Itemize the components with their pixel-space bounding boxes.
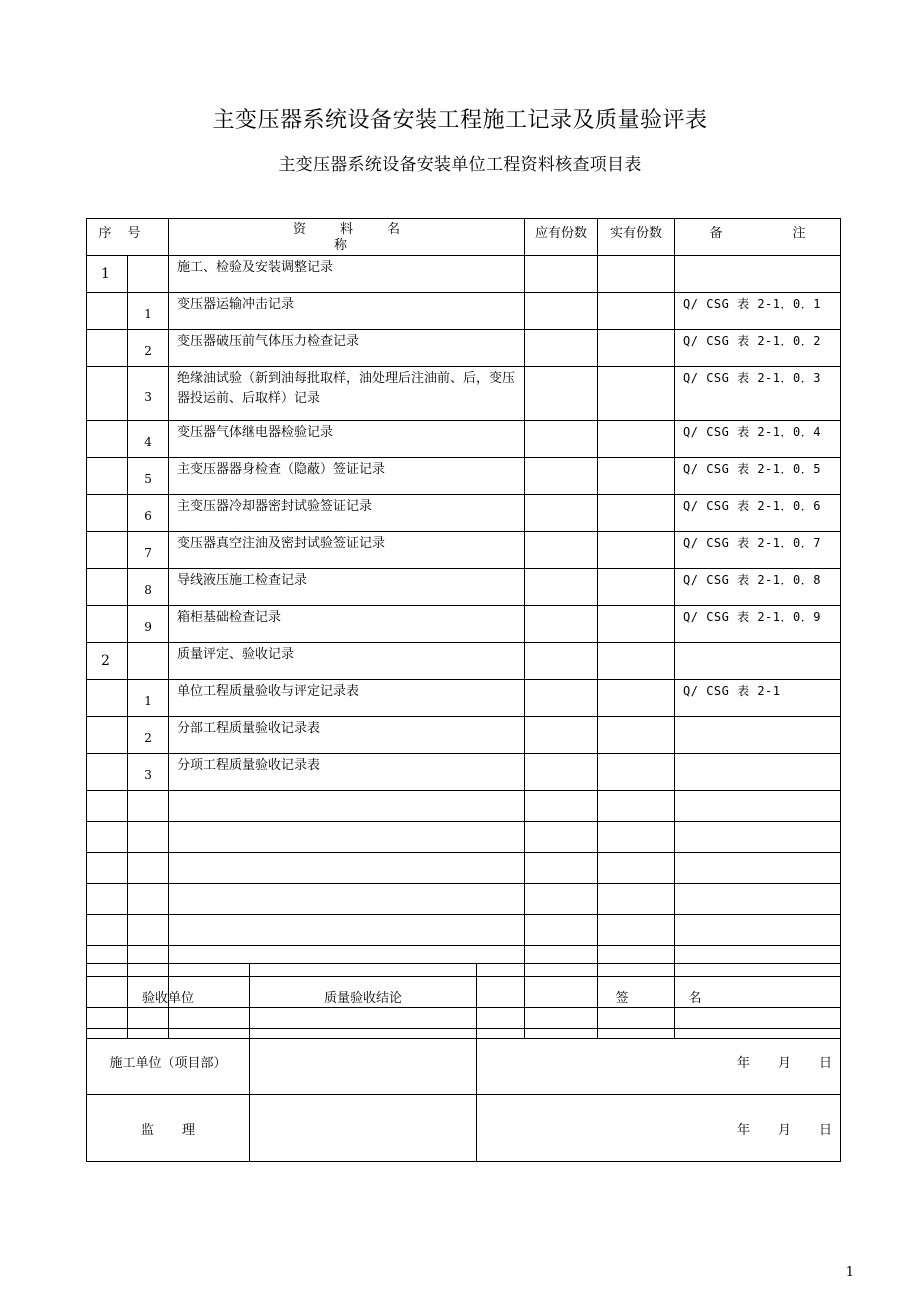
blank-cell[interactable] bbox=[128, 791, 169, 822]
row-remark bbox=[675, 754, 841, 791]
date-day: 日 bbox=[818, 1056, 832, 1071]
row-item-number: 3 bbox=[128, 754, 169, 791]
row-item-number: 7 bbox=[128, 532, 169, 569]
row-remark bbox=[675, 256, 841, 293]
row-actual-copies[interactable] bbox=[598, 293, 675, 330]
row-document-name: 变压器真空注油及密封试验签证记录 bbox=[169, 532, 525, 569]
blank-cell[interactable] bbox=[128, 915, 169, 946]
blank-cell[interactable] bbox=[525, 853, 598, 884]
blank-cell[interactable] bbox=[87, 791, 128, 822]
signoff-construction-conclusion[interactable] bbox=[250, 1029, 477, 1095]
row-remark: Q/ CSG 表 2-1．0．1 bbox=[675, 293, 841, 330]
blank-cell[interactable] bbox=[169, 822, 525, 853]
signoff-col-unit: 验收单位 bbox=[87, 964, 250, 1029]
row-actual-copies[interactable] bbox=[598, 256, 675, 293]
row-required-copies[interactable] bbox=[525, 495, 598, 532]
date-month: 月 bbox=[777, 1122, 791, 1138]
row-actual-copies[interactable] bbox=[598, 606, 675, 643]
row-actual-copies[interactable] bbox=[598, 330, 675, 367]
row-required-copies[interactable] bbox=[525, 458, 598, 495]
blank-cell[interactable] bbox=[169, 915, 525, 946]
header-actual-copies: 实有份数 bbox=[598, 219, 675, 256]
row-remark bbox=[675, 643, 841, 680]
date-year: 年 bbox=[736, 1056, 750, 1071]
row-item-number: 9 bbox=[128, 606, 169, 643]
table-row bbox=[87, 680, 841, 717]
header-remark bbox=[675, 219, 841, 256]
signoff-supervision-label bbox=[87, 1095, 250, 1162]
row-required-copies[interactable] bbox=[525, 717, 598, 754]
row-document-name: 主变压器冷却器密封试验签证记录 bbox=[169, 495, 525, 532]
row-remark: Q/ CSG 表 2-1．0．6 bbox=[675, 495, 841, 532]
row-section-number bbox=[87, 717, 128, 754]
table-row bbox=[87, 569, 841, 606]
signoff-construction-label: 施工单位（项目部） bbox=[87, 1029, 250, 1095]
row-item-number: 8 bbox=[128, 569, 169, 606]
signoff-col-sign bbox=[477, 964, 841, 1029]
date-month: 月 bbox=[777, 1056, 791, 1071]
blank-cell[interactable] bbox=[598, 853, 675, 884]
row-document-name: 变压器破压前气体压力检查记录 bbox=[169, 330, 525, 367]
signoff-col-conclusion: 质量验收结论 bbox=[250, 964, 477, 1029]
table-row bbox=[87, 754, 841, 791]
blank-cell[interactable] bbox=[128, 853, 169, 884]
row-section-number bbox=[87, 458, 128, 495]
signoff-row-supervision bbox=[87, 1095, 841, 1162]
row-section-number bbox=[87, 532, 128, 569]
table-row bbox=[87, 330, 841, 367]
header-remark-right: 注 bbox=[792, 226, 806, 241]
row-document-name: 主变压器器身检查（隐蔽）签证记录 bbox=[169, 458, 525, 495]
blank-cell[interactable] bbox=[675, 884, 841, 915]
blank-cell[interactable] bbox=[169, 853, 525, 884]
header-remark-left: 备 bbox=[709, 226, 723, 241]
blank-cell[interactable] bbox=[128, 822, 169, 853]
row-section-number: 2 bbox=[87, 643, 128, 680]
row-actual-copies[interactable] bbox=[598, 680, 675, 717]
blank-cell[interactable] bbox=[87, 822, 128, 853]
row-section-number bbox=[87, 680, 128, 717]
header-seq: 序号 bbox=[87, 219, 169, 256]
row-section-number bbox=[87, 606, 128, 643]
row-remark: Q/ CSG 表 2-1．0．3 bbox=[675, 367, 841, 421]
blank-cell[interactable] bbox=[598, 822, 675, 853]
blank-cell[interactable] bbox=[87, 884, 128, 915]
signoff-supervision-date[interactable] bbox=[477, 1095, 841, 1162]
row-actual-copies[interactable] bbox=[598, 754, 675, 791]
row-required-copies[interactable] bbox=[525, 256, 598, 293]
row-item-number: 2 bbox=[128, 717, 169, 754]
row-actual-copies[interactable] bbox=[598, 421, 675, 458]
signoff-sign-b: 名 bbox=[688, 990, 702, 1006]
blank-cell[interactable] bbox=[525, 884, 598, 915]
row-section-number bbox=[87, 330, 128, 367]
row-required-copies[interactable] bbox=[525, 293, 598, 330]
table-row bbox=[87, 717, 841, 754]
blank-cell[interactable] bbox=[525, 791, 598, 822]
row-item-number bbox=[128, 643, 169, 680]
page-number: 1 bbox=[845, 1265, 854, 1280]
table-header-row bbox=[87, 219, 841, 256]
signoff-supervision-conclusion[interactable] bbox=[250, 1095, 477, 1162]
row-required-copies[interactable] bbox=[525, 569, 598, 606]
row-document-name: 箱柜基础检查记录 bbox=[169, 606, 525, 643]
row-item-number: 2 bbox=[128, 330, 169, 367]
row-section-number: 1 bbox=[87, 256, 128, 293]
row-section-number bbox=[87, 754, 128, 791]
table-row bbox=[87, 643, 841, 680]
row-actual-copies[interactable] bbox=[598, 367, 675, 421]
supervision-b: 理 bbox=[182, 1122, 196, 1138]
header-name-top: 资料名 bbox=[293, 222, 435, 237]
row-section-number bbox=[87, 293, 128, 330]
row-section-number bbox=[87, 421, 128, 458]
row-document-name: 变压器气体继电器检验记录 bbox=[169, 421, 525, 458]
row-required-copies[interactable] bbox=[525, 680, 598, 717]
document-subtitle: 主变压器系统设备安装单位工程资料核查项目表 bbox=[278, 155, 642, 175]
header-required-copies: 应有份数 bbox=[525, 219, 598, 256]
row-item-number bbox=[128, 256, 169, 293]
blank-row bbox=[87, 822, 841, 853]
blank-cell[interactable] bbox=[169, 791, 525, 822]
row-required-copies[interactable] bbox=[525, 606, 598, 643]
row-required-copies[interactable] bbox=[525, 330, 598, 367]
row-remark: Q/ CSG 表 2-1．0．4 bbox=[675, 421, 841, 458]
signoff-construction-date[interactable] bbox=[477, 1029, 841, 1095]
table-row bbox=[87, 532, 841, 569]
blank-row bbox=[87, 915, 841, 946]
row-document-name: 分项工程质量验收记录表 bbox=[169, 754, 525, 791]
table-row bbox=[87, 495, 841, 532]
row-actual-copies[interactable] bbox=[598, 717, 675, 754]
signoff-sign-a: 签 bbox=[615, 990, 629, 1006]
table-row bbox=[87, 256, 841, 293]
records-table bbox=[86, 218, 841, 1039]
row-section-number bbox=[87, 495, 128, 532]
blank-cell[interactable] bbox=[87, 853, 128, 884]
supervision-a: 监 bbox=[140, 1122, 154, 1138]
table-row bbox=[87, 367, 841, 421]
blank-cell[interactable] bbox=[525, 915, 598, 946]
row-actual-copies[interactable] bbox=[598, 569, 675, 606]
document-title: 主变压器系统设备安装工程施工记录及质量验评表 bbox=[212, 108, 708, 133]
row-item-number: 5 bbox=[128, 458, 169, 495]
blank-cell[interactable] bbox=[87, 915, 128, 946]
row-remark: Q/ CSG 表 2-1．0．2 bbox=[675, 330, 841, 367]
row-actual-copies[interactable] bbox=[598, 532, 675, 569]
table-row bbox=[87, 293, 841, 330]
blank-cell[interactable] bbox=[525, 822, 598, 853]
row-document-name: 施工、检验及安装调整记录 bbox=[169, 256, 525, 293]
row-document-name: 分部工程质量验收记录表 bbox=[169, 717, 525, 754]
blank-cell[interactable] bbox=[598, 884, 675, 915]
row-remark: Q/ CSG 表 2-1．0．9 bbox=[675, 606, 841, 643]
header-name bbox=[169, 219, 525, 256]
blank-row bbox=[87, 853, 841, 884]
signoff-row-construction bbox=[87, 1029, 841, 1095]
blank-row bbox=[87, 791, 841, 822]
row-item-number: 6 bbox=[128, 495, 169, 532]
blank-cell[interactable] bbox=[675, 853, 841, 884]
table-row bbox=[87, 606, 841, 643]
row-remark: Q/ CSG 表 2-1．0．8 bbox=[675, 569, 841, 606]
blank-cell[interactable] bbox=[675, 791, 841, 822]
row-remark: Q/ CSG 表 2-1．0．5 bbox=[675, 458, 841, 495]
row-actual-copies[interactable] bbox=[598, 643, 675, 680]
table-row bbox=[87, 458, 841, 495]
row-item-number: 4 bbox=[128, 421, 169, 458]
blank-cell[interactable] bbox=[169, 884, 525, 915]
row-required-copies[interactable] bbox=[525, 532, 598, 569]
signoff-table bbox=[86, 963, 841, 1162]
blank-row bbox=[87, 884, 841, 915]
row-document-name: 绝缘油试验（新到油每批取样，油处理后注油前、后，变压器投运前、后取样）记录 bbox=[169, 367, 525, 421]
row-remark: Q/ CSG 表 2-1．0．7 bbox=[675, 532, 841, 569]
blank-cell[interactable] bbox=[598, 791, 675, 822]
row-remark: Q/ CSG 表 2-1 bbox=[675, 680, 841, 717]
row-item-number: 1 bbox=[128, 680, 169, 717]
blank-cell[interactable] bbox=[128, 884, 169, 915]
row-document-name: 变压器运输冲击记录 bbox=[169, 293, 525, 330]
row-required-copies[interactable] bbox=[525, 421, 598, 458]
row-actual-copies[interactable] bbox=[598, 495, 675, 532]
signoff-header-row bbox=[87, 964, 841, 1029]
row-document-name: 单位工程质量验收与评定记录表 bbox=[169, 680, 525, 717]
row-remark bbox=[675, 717, 841, 754]
table-row bbox=[87, 421, 841, 458]
row-section-number bbox=[87, 569, 128, 606]
header-name-bottom: 称 bbox=[334, 238, 348, 253]
row-actual-copies[interactable] bbox=[598, 458, 675, 495]
blank-cell[interactable] bbox=[675, 915, 841, 946]
row-section-number bbox=[87, 367, 128, 421]
date-day: 日 bbox=[818, 1122, 832, 1138]
row-required-copies[interactable] bbox=[525, 754, 598, 791]
row-document-name: 质量评定、验收记录 bbox=[169, 643, 525, 680]
row-required-copies[interactable] bbox=[525, 643, 598, 680]
date-year: 年 bbox=[736, 1122, 750, 1138]
row-document-name: 导线液压施工检查记录 bbox=[169, 569, 525, 606]
row-item-number: 3 bbox=[128, 367, 169, 421]
blank-cell[interactable] bbox=[675, 822, 841, 853]
row-item-number: 1 bbox=[128, 293, 169, 330]
row-required-copies[interactable] bbox=[525, 367, 598, 421]
blank-cell[interactable] bbox=[598, 915, 675, 946]
